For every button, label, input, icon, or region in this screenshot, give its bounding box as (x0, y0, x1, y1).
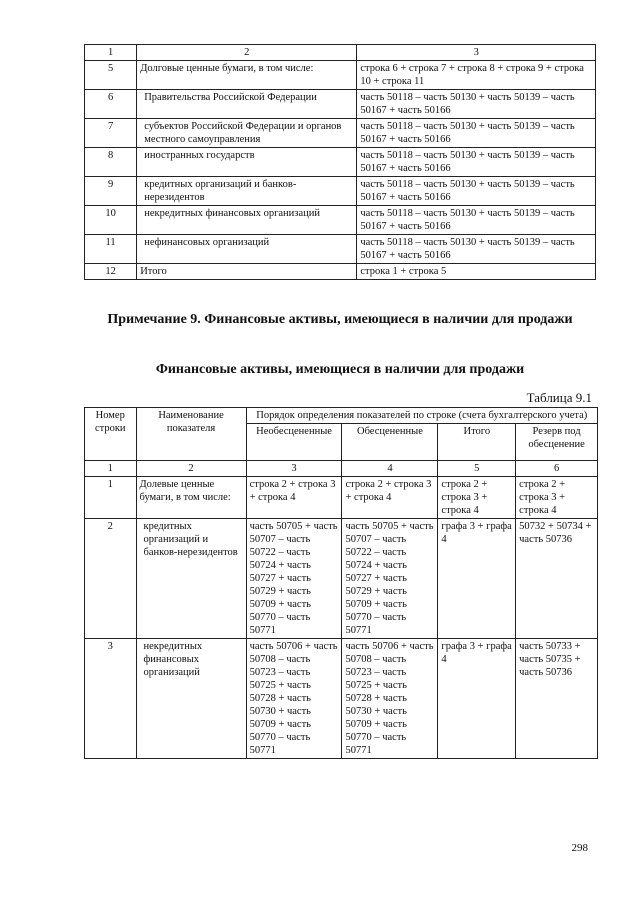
table-header-row (85, 45, 596, 61)
cell-total: графа 3 + графа 4 (438, 639, 516, 759)
header-cell: 2 (137, 45, 357, 61)
table-row (85, 90, 596, 119)
subheader-cell: Резерв под обесценение (516, 424, 598, 461)
row-number: 8 (85, 148, 137, 177)
subheader-cell: Обесцененные (342, 424, 438, 461)
index-cell: 3 (246, 461, 342, 477)
table-row (85, 519, 598, 639)
cell-total: графа 3 + графа 4 (438, 519, 516, 639)
index-cell: 2 (136, 461, 246, 477)
row-number: 11 (85, 235, 137, 264)
row-name: Правительства Российской Федерации (137, 90, 357, 119)
table-row (85, 235, 596, 264)
row-calc: строка 1 + строка 5 (357, 264, 596, 280)
row-calc: часть 50118 – часть 50130 + часть 50139 – часть 50167 + часть 50166 (357, 119, 596, 148)
row-name: кредитных организаций и банков-нерезидентов (137, 177, 357, 206)
row-calc: часть 50118 – часть 50130 + часть 50139 – часть 50167 + часть 50166 (357, 206, 596, 235)
index-cell: 1 (85, 461, 137, 477)
row-name: Итого (137, 264, 357, 280)
subheader-cell: Необесцененные (246, 424, 342, 461)
row-name: субъектов Российской Федерации и органов местного самоуправления (137, 119, 357, 148)
header-cell: 1 (85, 45, 137, 61)
row-number: 1 (85, 477, 137, 519)
row-number: 3 (85, 639, 137, 759)
row-calc: строка 6 + строка 7 + строка 8 + строка 9 + строка 10 + строка 11 (357, 61, 596, 90)
row-number: 9 (85, 177, 137, 206)
table-row (85, 119, 596, 148)
cell-unimpaired: часть 50706 + часть 50708 – часть 50723 – часть 50725 + часть 50728 + часть 50730 + часть 50709 + часть 50770 – часть 50771 (246, 639, 342, 759)
header-cell: 3 (357, 45, 596, 61)
subheader-cell: Итого (438, 424, 516, 461)
row-name: кредитных организаций и банков-нерезидентов (136, 519, 246, 639)
table-header-row (85, 408, 598, 424)
cell-reserve: строка 2 + строка 3 + строка 4 (516, 477, 598, 519)
cell-reserve: 50732 + 50734 + часть 50736 (516, 519, 598, 639)
row-calc: часть 50118 – часть 50130 + часть 50139 – часть 50167 + часть 50166 (357, 235, 596, 264)
note-heading: Примечание 9. Финансовые активы, имеющиеся в наличии для продажи (107, 312, 573, 327)
page-number: 298 (571, 842, 588, 854)
row-number: 6 (85, 90, 137, 119)
index-cell: 4 (342, 461, 438, 477)
table-label: Таблица 9.1 (526, 390, 592, 405)
row-number: 7 (85, 119, 137, 148)
row-name: некредитных финансовых организаций (137, 206, 357, 235)
financial-assets-table (84, 407, 598, 759)
table-row (85, 61, 596, 90)
row-name: Долговые ценные бумаги, в том числе: (137, 61, 357, 90)
row-number: 10 (85, 206, 137, 235)
index-cell: 5 (438, 461, 516, 477)
cell-reserve: часть 50733 + часть 50735 + часть 50736 (516, 639, 598, 759)
table-title: Финансовые активы, имеющиеся в наличии для продажи (155, 362, 525, 377)
row-name: иностранных государств (137, 148, 357, 177)
table-row (85, 177, 596, 206)
header-indicator: Наименование показателя (136, 408, 246, 461)
column-index-row (85, 461, 598, 477)
continuation-table (84, 44, 596, 280)
row-number: 12 (85, 264, 137, 280)
cell-impaired: строка 2 + строка 3 + строка 4 (342, 477, 438, 519)
row-calc: часть 50118 – часть 50130 + часть 50139 – часть 50167 + часть 50166 (357, 90, 596, 119)
cell-unimpaired: строка 2 + строка 3 + строка 4 (246, 477, 342, 519)
table-row (85, 477, 598, 519)
index-cell: 6 (516, 461, 598, 477)
cell-impaired: часть 50705 + часть 50707 – часть 50722 – часть 50724 + часть 50727 + часть 50729 + часть 50709 + часть 50770 – часть 50771 (342, 519, 438, 639)
header-group: Порядок определения показателей по строке (счета бухгалтерского учета) (246, 408, 597, 424)
row-name: нефинансовых организаций (137, 235, 357, 264)
table-row (85, 206, 596, 235)
row-number: 5 (85, 61, 137, 90)
table-row (85, 264, 596, 280)
header-row-number: Номер строки (85, 408, 137, 461)
row-name: Долевые ценные бумаги, в том числе: (136, 477, 246, 519)
row-calc: часть 50118 – часть 50130 + часть 50139 – часть 50167 + часть 50166 (357, 177, 596, 206)
row-name: некредитных финансовых организаций (136, 639, 246, 759)
table-row (85, 639, 598, 759)
row-number: 2 (85, 519, 137, 639)
cell-unimpaired: часть 50705 + часть 50707 – часть 50722 – часть 50724 + часть 50727 + часть 50729 + часть 50709 + часть 50770 – часть 50771 (246, 519, 342, 639)
row-calc: часть 50118 – часть 50130 + часть 50139 – часть 50167 + часть 50166 (357, 148, 596, 177)
table-row (85, 148, 596, 177)
cell-impaired: часть 50706 + часть 50708 – часть 50723 – часть 50725 + часть 50728 + часть 50730 + часть 50709 + часть 50770 – часть 50771 (342, 639, 438, 759)
cell-total: строка 2 + строка 3 + строка 4 (438, 477, 516, 519)
